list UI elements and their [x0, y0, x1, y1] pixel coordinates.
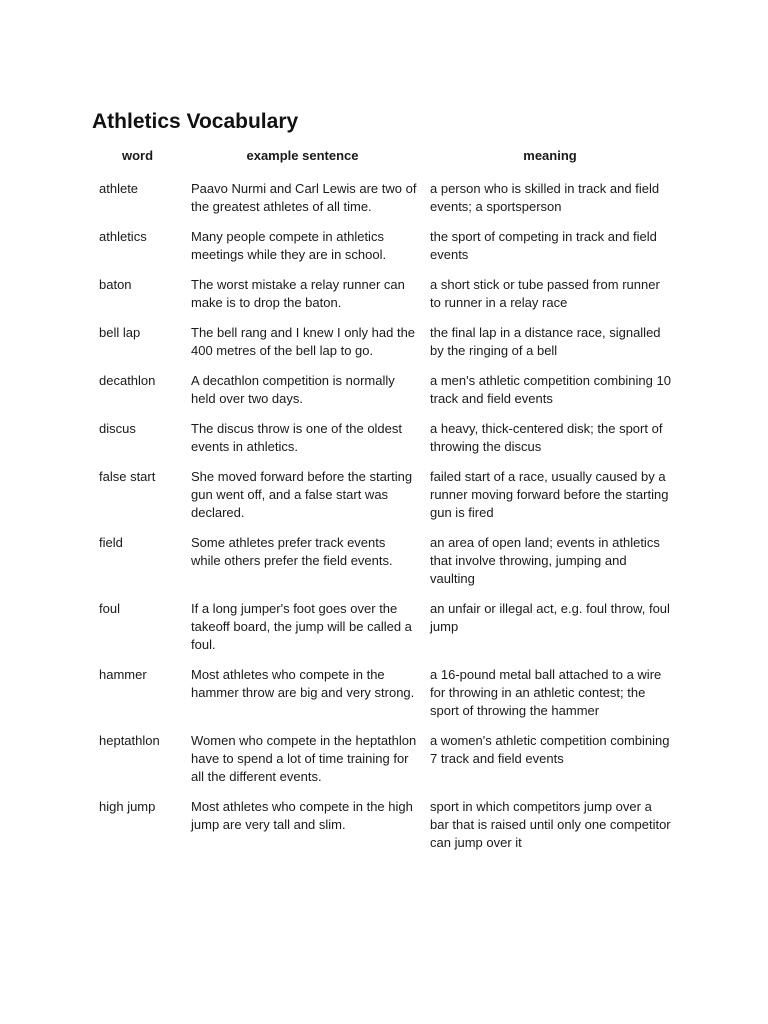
word-cell: baton [99, 277, 132, 292]
column-header-word: word [121, 148, 154, 163]
meaning-cell: failed start of a race, usually caused by a runner moving forward before the starting gun is fired [430, 469, 669, 520]
meaning-cell: a men's athletic competition combining 10 track and field events [430, 373, 671, 406]
page-title: Athletics Vocabulary [92, 110, 299, 133]
meaning-cell: the sport of competing in track and field events [430, 229, 657, 262]
vocabulary-table [92, 144, 678, 864]
word-cell: discus [99, 421, 136, 436]
table-row [92, 534, 678, 600]
table-row [92, 171, 678, 228]
table-row [92, 666, 678, 732]
word-cell: false start [99, 469, 156, 484]
example-sentence-cell: Women who compete in the heptathlon have to spend a lot of time training for all the different events. [191, 733, 417, 784]
word-cell: bell lap [99, 325, 141, 340]
example-sentence-cell: Most athletes who compete in the hammer throw are big and very strong. [191, 667, 415, 700]
example-sentence-cell: A decathlon competition is normally held over two days. [191, 373, 395, 406]
example-sentence-cell: The discus throw is one of the oldest events in athletics. [191, 421, 403, 454]
column-header-example-sentence: example sentence [246, 148, 359, 163]
table-body [92, 171, 678, 864]
meaning-cell: a short stick or tube passed from runner to runner in a relay race [430, 277, 660, 310]
table-row [92, 324, 678, 372]
table-row [92, 600, 678, 666]
word-cell: athlete [99, 181, 139, 196]
example-sentence-cell: Most athletes who compete in the high jump are very tall and slim. [191, 799, 413, 832]
word-cell: decathlon [99, 373, 156, 388]
example-sentence-cell: Many people compete in athletics meetings while they are in school. [191, 229, 387, 262]
table-row [92, 276, 678, 324]
example-sentence-cell: If a long jumper's foot goes over the takeoff board, the jump will be called a foul. [191, 601, 412, 652]
word-cell: heptathlon [99, 733, 160, 748]
table-row [92, 420, 678, 468]
table-row [92, 798, 678, 864]
word-cell: field [99, 535, 123, 550]
example-sentence-cell: The bell rang and I knew I only had the 400 metres of the bell lap to go. [191, 325, 416, 358]
word-cell: high jump [99, 799, 156, 814]
header-row [92, 144, 678, 171]
table-row [92, 372, 678, 420]
meaning-cell: a women's athletic competition combining 7 track and field events [430, 733, 670, 766]
table-row [92, 732, 678, 798]
word-cell: foul [99, 601, 120, 616]
example-sentence-cell: The worst mistake a relay runner can make is to drop the baton. [191, 277, 405, 310]
meaning-cell: the final lap in a distance race, signalled by the ringing of a bell [430, 325, 661, 358]
example-sentence-cell: Some athletes prefer track events while others prefer the field events. [191, 535, 393, 568]
table-row [92, 228, 678, 276]
table-header [92, 144, 678, 171]
meaning-cell: a 16-pound metal ball attached to a wire for throwing in an athletic contest; the sport of throwing the hammer [430, 667, 662, 718]
meaning-cell: sport in which competitors jump over a bar that is raised until only one competitor can jump over it [430, 799, 671, 850]
meaning-cell: an unfair or illegal act, e.g. foul throw, foul jump [430, 601, 670, 634]
example-sentence-cell: She moved forward before the starting gun went off, and a false start was declared. [191, 469, 413, 520]
column-header-meaning: meaning [523, 148, 577, 163]
word-cell: hammer [99, 667, 147, 682]
table-row [92, 468, 678, 534]
word-cell: athletics [99, 229, 147, 244]
meaning-cell: a person who is skilled in track and field events; a sportsperson [430, 181, 660, 214]
meaning-cell: an area of open land; events in athletics that involve throwing, jumping and vaulting [430, 535, 660, 586]
meaning-cell: a heavy, thick-centered disk; the sport of throwing the discus [430, 421, 663, 454]
example-sentence-cell: Paavo Nurmi and Carl Lewis are two of the greatest athletes of all time. [191, 181, 417, 214]
